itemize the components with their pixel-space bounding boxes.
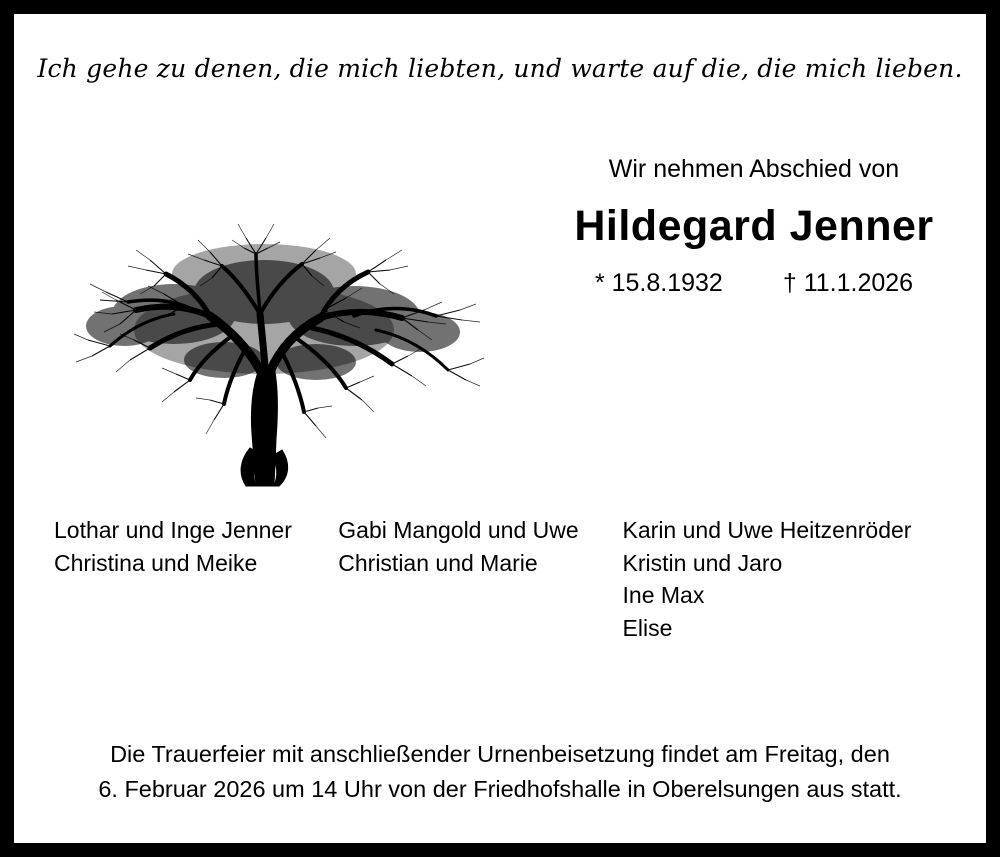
obituary-inner [14, 14, 986, 843]
mourner-column [54, 514, 338, 645]
mourner-line: Gabi Mangold und Uwe [338, 517, 579, 543]
mourner-line: Christian und Marie [338, 549, 538, 576]
mourner-column [338, 514, 622, 645]
mourner-line: Ine Max [622, 582, 705, 609]
deceased-name: Hildegard Jenner [574, 202, 934, 250]
mourner-line: Kristin und Jaro [622, 549, 783, 576]
mourner-line: Elise [622, 614, 673, 641]
ceremony-line-2: 6. Februar 2026 um 14 Uhr von der Friedhofshalle in Oberelsungen aus statt. [98, 775, 902, 802]
death-date: † 11.1.2026 [782, 269, 914, 297]
life-dates [514, 269, 994, 298]
birth-date: * 15.8.1932 [594, 269, 723, 297]
deceased-block [514, 154, 994, 298]
tree-silhouette-image [24, 134, 514, 489]
ceremony-line-1: Die Trauerfeier mit anschließender Urnenbeisetzung findet am Freitag, den [110, 740, 890, 767]
motto-text: Ich gehe zu denen, die mich liebten, und warte auf die, die mich lieben. [37, 54, 963, 83]
ceremony-details [14, 737, 986, 808]
mourner-line: Christina und Meike [54, 549, 258, 576]
mourners-list [14, 514, 986, 645]
mourner-line: Karin und Uwe Heitzenröder [622, 517, 912, 543]
mourner-column [623, 514, 946, 645]
mourner-line: Lothar und Inge Jenner [54, 517, 292, 543]
lead-text: Wir nehmen Abschied von [608, 155, 900, 183]
